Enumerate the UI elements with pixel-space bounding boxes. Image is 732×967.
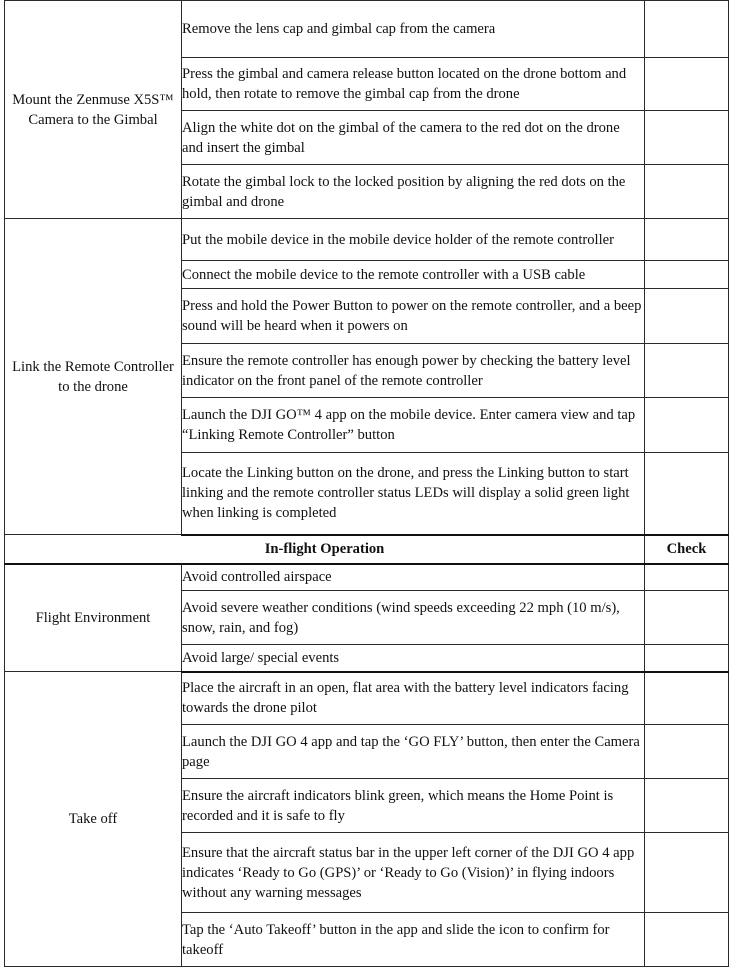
group-label-mount-camera: Mount the Zenmuse X5S™ Camera to the Gimbal: [5, 1, 182, 219]
check-column-header: Check: [645, 535, 729, 564]
step-text: Avoid controlled airspace: [182, 564, 645, 591]
check-cell[interactable]: [645, 564, 729, 591]
step-text: Launch the DJI GO™ 4 app on the mobile device. Enter camera view and tap “Linking Remote Controller” button: [182, 398, 645, 453]
step-text: Locate the Linking button on the drone, and press the Linking button to start linking and the remote controller status LEDs will display a solid green light when linking is completed: [182, 453, 645, 535]
check-cell[interactable]: [645, 344, 729, 398]
step-text: Place the aircraft in an open, flat area with the battery level indicators facing towards the drone pilot: [182, 672, 645, 725]
table-row: [5, 219, 729, 261]
check-cell[interactable]: [645, 398, 729, 453]
step-text: Launch the DJI GO 4 app and tap the ‘GO FLY’ button, then enter the Camera page: [182, 725, 645, 779]
check-cell[interactable]: [645, 913, 729, 967]
check-cell[interactable]: [645, 58, 729, 111]
check-cell[interactable]: [645, 289, 729, 344]
check-cell[interactable]: [645, 165, 729, 219]
step-text: Align the white dot on the gimbal of the camera to the red dot on the drone and insert the gimbal: [182, 111, 645, 165]
check-cell[interactable]: [645, 833, 729, 913]
checklist-page: [4, 0, 728, 967]
check-cell[interactable]: [645, 1, 729, 58]
step-text: Ensure that the aircraft status bar in the upper left corner of the DJI GO 4 app indicates ‘Ready to Go (GPS)’ or ‘Ready to Go (Vision)’ in flying indoors without any warning messages: [182, 833, 645, 913]
check-cell[interactable]: [645, 645, 729, 672]
step-text: Press the gimbal and camera release button located on the drone bottom and hold, then rotate to remove the gimbal cap from the drone: [182, 58, 645, 111]
step-text: Connect the mobile device to the remote controller with a USB cable: [182, 261, 645, 289]
check-cell[interactable]: [645, 725, 729, 779]
step-text: Rotate the gimbal lock to the locked position by aligning the red dots on the gimbal and drone: [182, 165, 645, 219]
step-text: Remove the lens cap and gimbal cap from the camera: [182, 1, 645, 58]
step-text: Ensure the remote controller has enough power by checking the battery level indicator on the front panel of the remote controller: [182, 344, 645, 398]
section-header-row: [5, 535, 729, 564]
table-row: [5, 1, 729, 58]
step-text: Avoid large/ special events: [182, 645, 645, 672]
group-label-flight-environment: Flight Environment: [5, 564, 182, 672]
step-text: Tap the ‘Auto Takeoff’ button in the app and slide the icon to confirm for takeoff: [182, 913, 645, 967]
preflight-checklist-table: [4, 0, 729, 967]
step-text: Ensure the aircraft indicators blink green, which means the Home Point is recorded and it is safe to fly: [182, 779, 645, 833]
section-title-inflight: In-flight Operation: [5, 535, 645, 564]
check-cell[interactable]: [645, 261, 729, 289]
check-cell[interactable]: [645, 779, 729, 833]
step-text: Put the mobile device in the mobile device holder of the remote controller: [182, 219, 645, 261]
check-cell[interactable]: [645, 672, 729, 725]
check-cell[interactable]: [645, 111, 729, 165]
group-label-link-remote: Link the Remote Controller to the drone: [5, 219, 182, 535]
check-cell[interactable]: [645, 219, 729, 261]
table-row: [5, 672, 729, 725]
check-cell[interactable]: [645, 591, 729, 645]
check-cell[interactable]: [645, 453, 729, 535]
step-text: Avoid severe weather conditions (wind speeds exceeding 22 mph (10 m/s), snow, rain, and fog): [182, 591, 645, 645]
table-row: [5, 564, 729, 591]
group-label-take-off: Take off: [5, 672, 182, 967]
step-text: Press and hold the Power Button to power on the remote controller, and a beep sound will be heard when it powers on: [182, 289, 645, 344]
